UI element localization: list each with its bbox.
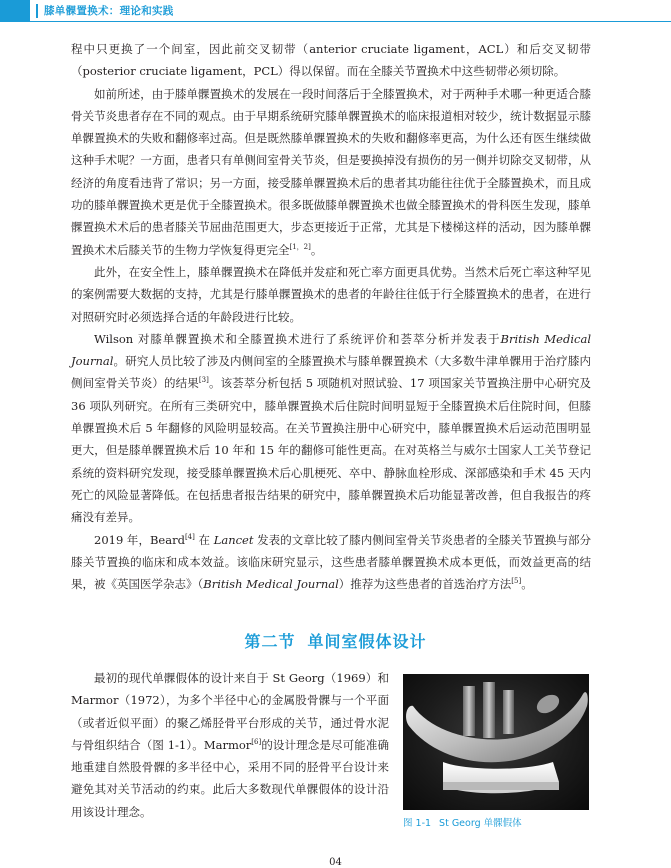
page-number: 04: [329, 857, 342, 868]
paragraph-4: Wilson 对膝单髁置换术和全膝置换术进行了系统评价和荟萃分析并发表于British Medical Journal。研究人员比较了涉及内侧间室的全膝置换术与膝单髁置换术（大多数牛津单髁用于治疗膝内侧间室骨关节炎）的结果[3]。该荟萃分析包括 5 项随机对照试验、17 项国家关节置换注册中心研究及 36 项队列研究。在所有三类研究中，膝单髁置换术后住院时间明显短于全膝置换术后住院时间，但膝单髁置换术后 5 年翻修的风险明显较高。在关节置换注册中心研究中，膝单髁置换术后运动范围明显更大，但是膝单髁置换术后 10 年和 15 年的翻修可能性更高。在对英格兰与威尔士国家人工关节登记系统的资料研究发现，接受膝单髁置换术后心肌梗死、卒中、静脉血栓形成、深部感染和手术 45 天内死亡的风险显著降低。在包括患者报告结果的研究中，膝单髁置换术后功能显著改善，但自我报告的疼痛没有差异。: [71, 331, 592, 525]
citation: [5]: [511, 577, 522, 586]
citation: [1，2]: [289, 242, 311, 251]
journal-name: British Medical Journal: [71, 331, 592, 369]
paragraph-2: 如前所述，由于膝单髁置换术的发展在一段时间落后于全膝置换术，对于两种手术哪一种更适合膝骨关节炎患者存在不同的观点。由于早期系统研究膝单髁置换术的临床报道相对较少，统计数据显示膝单髁置换术的失败和翻修率过高。但是既然膝单髁置换术的失败和翻修率更高，为什么还有医生继续做这种手术呢？一方面，患者只有单侧间室骨关节炎，但是要换掉没有损伤的另一侧并切除交叉韧带，从经济的角度看违背了常识；另一方面，接受膝单髁置换术后的患者其功能往往优于全膝置换术，而且成功的膝单髁置换术更是优于全膝置换术。很多既做膝单髁置换术也做全膝置换术的骨科医生发现，膝单髁置换术术后的患者膝关节屈曲范围更大，步态更接近于正常，尤其是下楼梯这样的活动，因为膝单髁置换术术后膝关节的生物力学恢复得更完全[1，2]。: [71, 86, 591, 257]
section-heading: [0, 629, 671, 652]
citation: [6]: [251, 738, 262, 747]
citation: [3]: [198, 376, 209, 385]
section-number: 第二节: [244, 632, 296, 651]
header-rule: [30, 21, 671, 22]
paragraph-3: 此外，在安全性上，膝单髁置换术在降低并发症和死亡率方面更具优势。当然术后死亡率这种罕见的案例需要大数据的支持，尤其是行膝单髁置换术的患者的年龄往往低于行全膝置换术的患者，在进行对照研究时必须选择合适的年龄段进行比较。: [71, 264, 591, 324]
figure-number: 图 1-1: [403, 818, 432, 829]
paragraph-5: 2019 年，Beard[4] 在 Lancet 发表的文章比较了膝内侧间室骨关节炎患者的全膝关节置换与部分膝关节置换的临床和成本效益。该临床研究显示，这些患者膝单髁置换术成本更低，而效益更高的结果，被《英国医学杂志》（British Medical Journal）推荐为这些患者的首选治疗方法[5]。: [71, 532, 592, 592]
paragraph-1: 程中只更换了一个间室，因此前交叉韧带（anterior cruciate ligament，ACL）和后交叉韧带（posterior cruciate ligament，PCL）得以保留。而在全膝关节置换术中这些韧带必须切除。: [71, 42, 591, 79]
header-color-bar: [0, 0, 30, 22]
journal-name: British Medical Journal: [203, 577, 339, 592]
running-header-title: 膝单髁置换术：理论和实践: [44, 5, 174, 17]
running-header: [0, 0, 671, 24]
figure-1-1-image: [403, 674, 589, 810]
body-text: [71, 38, 591, 595]
journal-name: Lancet: [213, 532, 254, 547]
figure-caption: [403, 815, 589, 829]
citation: [4]: [184, 532, 195, 541]
paragraph-6: 最初的现代单髁假体的设计来自于 St Georg（1969）和 Marmor（1972），为多个半径中心的金属股骨髁与一个平面（或者近似平面）的聚乙烯胫骨平台形成的关节，通过骨水泥与骨组织结合（图 1-1）。Marmor[6]的设计理念是尽可能准确地重建自然股骨髁的多半径中心，采用不同的胫骨平台设计来避免其对关节活动的约束。此后大多数现代单髁假体的设计沿用该设计理念。: [71, 671, 389, 819]
section-body-text: [71, 667, 389, 823]
prosthesis-illustration: [403, 674, 589, 810]
figure-caption-text: St Georg 单髁假体: [439, 818, 522, 829]
section-title: 单间室假体设计: [307, 632, 427, 651]
header-separator: [36, 4, 38, 18]
